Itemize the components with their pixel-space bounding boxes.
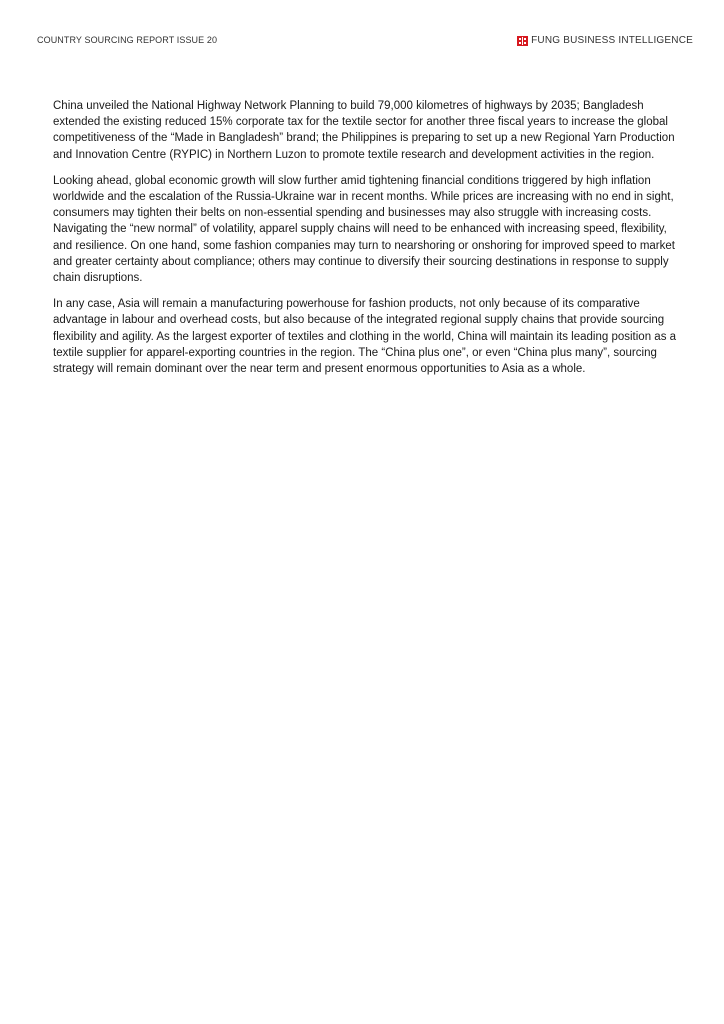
fung-logo-icon (517, 36, 528, 46)
paragraph: Looking ahead, global economic growth will slow further amid tightening financial conditions triggered by high inflation worldwide and the escalation of the Russia-Ukraine war in recent months. While prices are increasing with no end in sight, consumers may tighten their belts on non-essential spending and businesses may also struggle with increasing costs. Navigating the “new normal” of volatility, apparel supply chains will need to be enhanced with increasing speed, flexibility, and resilience. On one hand, some fashion companies may turn to nearshoring or onshoring for improved speed to market and greater certainty about compliance; others may continue to diversify their sourcing destinations in response to supply chain disruptions. (53, 174, 675, 285)
brand-name: FUNG BUSINESS INTELLIGENCE (531, 35, 693, 46)
report-body (53, 98, 684, 387)
paragraph: In any case, Asia will remain a manufacturing powerhouse for fashion products, not only because of its comparative advantage in labour and overhead costs, but also because of the integrated regional supply chains that provide sourcing flexibility and agility. As the largest exporter of textiles and clothing in the world, China will maintain its leading position as a textile supplier for apparel-exporting countries in the region. The “China plus one”, or even “China plus many”, sourcing strategy will remain dominant over the near term and present enormous opportunities to Asia as a whole. (53, 298, 677, 376)
brand (517, 35, 693, 46)
paragraph: China unveiled the National Highway Network Planning to build 79,000 kilometres of highways by 2035; Bangladesh extended the existing reduced 15% corporate tax for the textile sector for another three fiscal years to increase the global competitiveness of the “Made in Bangladesh” brand; the Philippines is preparing to set up a new Regional Yarn Production and Innovation Centre (RYPIC) in Northern Luzon to promote textile research and development activities in the region. (53, 100, 675, 161)
report-title: COUNTRY SOURCING REPORT ISSUE 20 (37, 35, 218, 45)
page-header (37, 35, 693, 49)
